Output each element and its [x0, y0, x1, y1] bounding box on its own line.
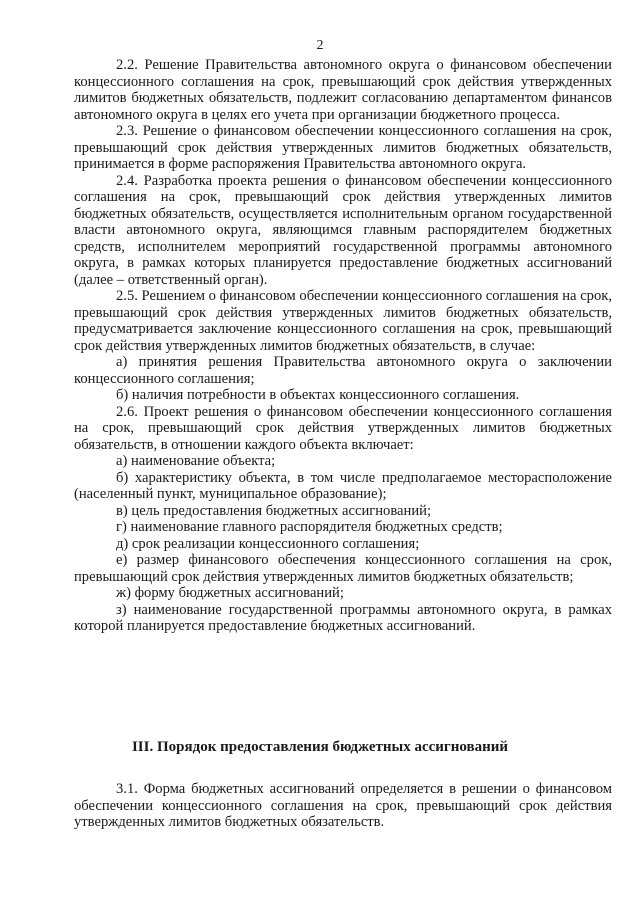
- paragraph-2-5: 2.5. Решением о финансовом обеспечении концессионного соглашения на срок, превышающий срок действия утвержденных лимитов бюджетных обязательств, предусматривается заключение концессионного соглашения на срок, превышающий срок действия утвержденных лимитов бюджетных обязательств, в случае:: [74, 288, 612, 354]
- list-item-2-6-a: а) наименование объекта;: [116, 453, 276, 469]
- paragraph-2-4: 2.4. Разработка проекта решения о финансовом обеспечении концессионного соглашения на срок, превышающий срок действия утвержденных лимитов бюджетных обязательств, осуществляется исполнительным органом государственной власти автономного округа, являющимся главным распорядителем бюджетных средств, исполнителем мероприятий государственной программы автономного округа, в рамках которых планируется предоставление бюджетных ассигнований (далее – ответственный орган).: [74, 172, 612, 288]
- paragraph-2-2: 2.2. Решение Правительства автономного округа о финансовом обеспечении концессионного соглашения на срок, превышающий срок действия утвержденных лимитов бюджетных обязательств, подлежит согласованию департаментом финансов автономного округа в целях его учета при организации бюджетного процесса.: [74, 57, 612, 123]
- list-item-2-5-b: б) наличия потребности в объектах концессионного соглашения.: [116, 387, 520, 403]
- list-item-2-6-z: з) наименование государственной программы автономного округа, в рамках которой планируется предоставление бюджетных ассигнований.: [74, 601, 612, 634]
- section-body: [74, 781, 612, 831]
- list-item-2-6-e: е) размер финансового обеспечения концессионного соглашения на срок, превышающий срок действия утвержденных лимитов бюджетных обязательств;: [74, 552, 612, 585]
- document-body: [74, 57, 612, 635]
- list-item-2-6-b: б) характеристику объекта, в том числе предполагаемое месторасположение (населенный пункт, муниципальное образование);: [74, 469, 612, 502]
- list-item-2-6-d: д) срок реализации концессионного соглашения;: [116, 535, 420, 552]
- list-item-2-5-a: а) принятия решения Правительства автономного округа о заключении концессионного соглашения;: [74, 354, 612, 387]
- section-heading: III. Порядок предоставления бюджетных ассигнований: [131, 739, 509, 755]
- paragraph-2-6: 2.6. Проект решения о финансовом обеспечении концессионного соглашения на срок, превышающий срок действия утвержденных лимитов бюджетных обязательств, в отношении каждого объекта включает:: [74, 403, 612, 453]
- paragraph-3-1: 3.1. Форма бюджетных ассигнований определяется в решении о финансовом обеспечении концессионного соглашения на срок, превышающий срок действия утвержденных лимитов бюджетных обязательств.: [74, 781, 612, 830]
- list-item-2-6-zh: ж) форму бюджетных ассигнований;: [116, 585, 344, 601]
- paragraph-2-3: 2.3. Решение о финансовом обеспечении концессионного соглашения на срок, превышающий срок действия утвержденных лимитов бюджетных обязательств, принимается в форме распоряжения Правительства автономного округа.: [74, 123, 612, 172]
- page-number: 2: [316, 38, 324, 53]
- list-item-2-6-g: г) наименование главного распорядителя бюджетных средств;: [116, 519, 503, 535]
- list-item-2-6-v: в) цель предоставления бюджетных ассигнований;: [116, 502, 432, 519]
